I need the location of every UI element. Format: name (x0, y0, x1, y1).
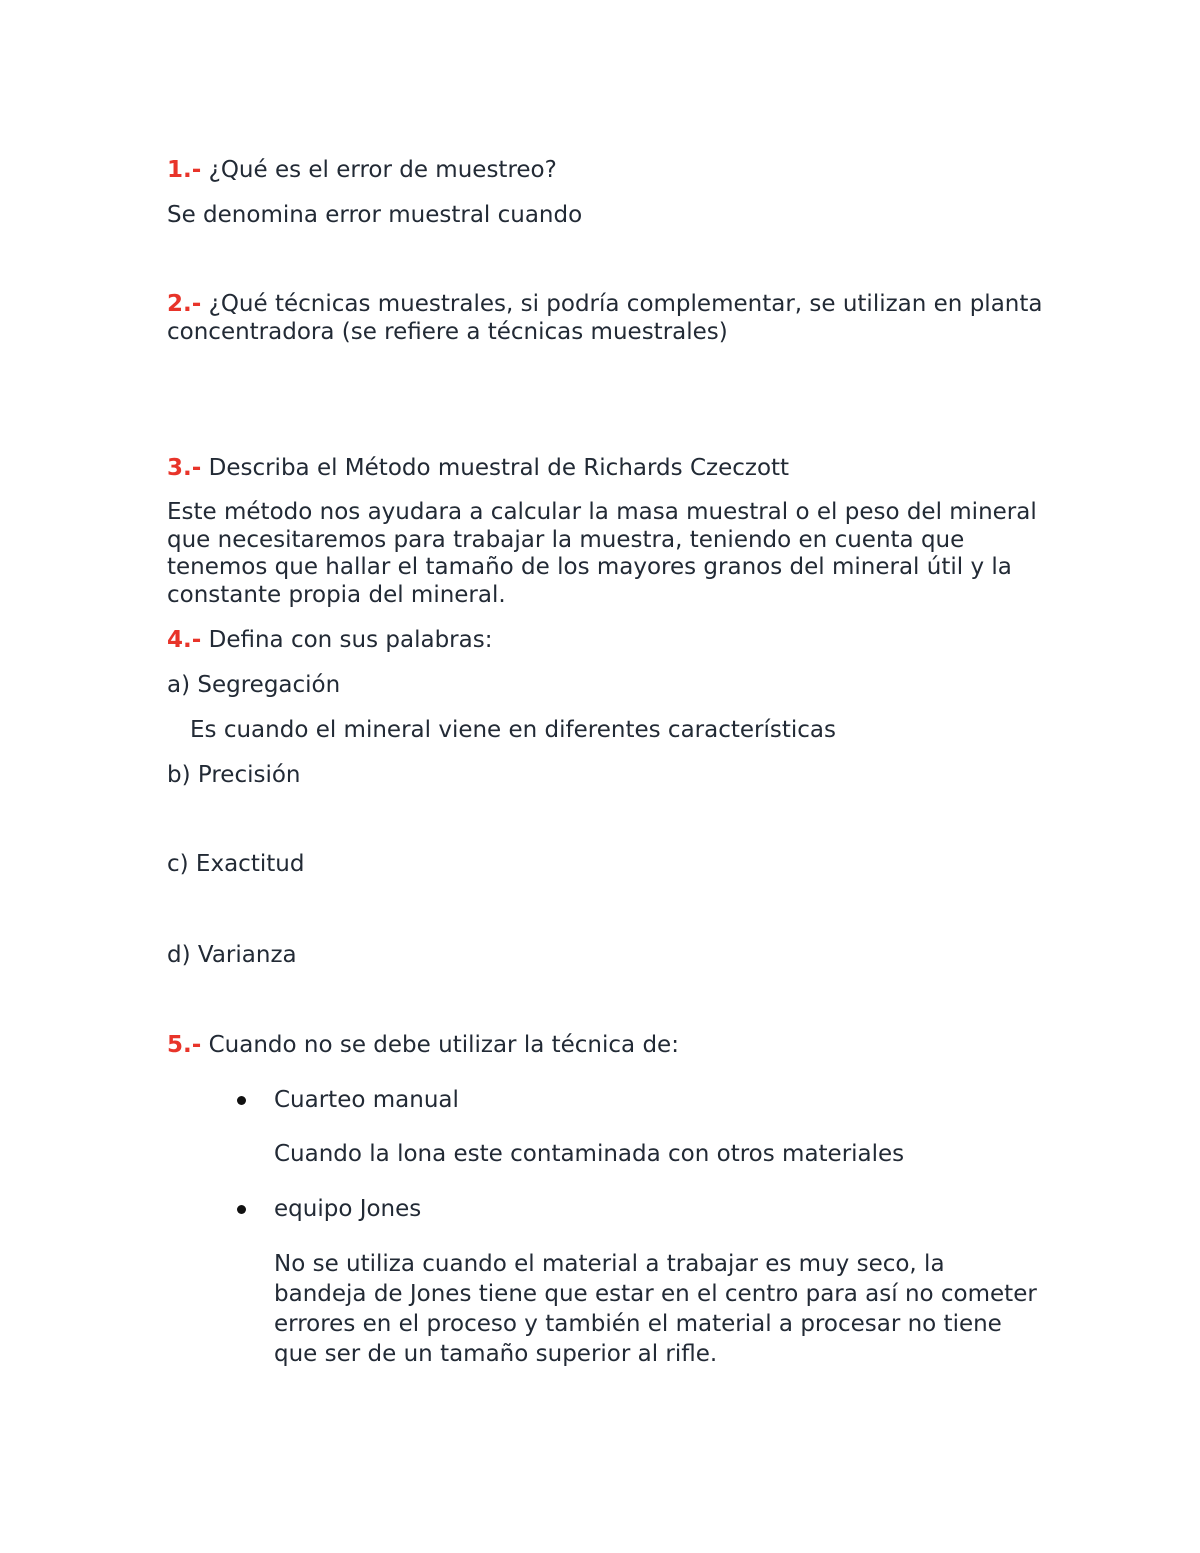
question-text: ¿Qué técnicas muestrales, si podría complementar, se utilizan en planta concentradora (se refiere a técnicas muestrales) (167, 291, 1043, 345)
item-a-answer: Es cuando el mineral viene en diferentes características (190, 717, 836, 743)
bullet-1-answer: Cuando la lona este contaminada con otros materiales (274, 1141, 905, 1167)
bullet-2-answer: No se utiliza cuando el material a trabajar es muy seco, la bandeja de Jones tiene que estar en el centro para así no cometer errores en el proceso y también el material a procesar no tiene que ser de un tamaño superior al rifle. (274, 1251, 1037, 1367)
answer-1: Se denomina error muestral cuando (167, 202, 583, 228)
item-d-label: d) Varianza (167, 942, 297, 968)
question-text: Cuando no se debe utilizar la técnica de: (208, 1032, 679, 1058)
question-text: ¿Qué es el error de muestreo? (208, 157, 557, 183)
question-5 (167, 1031, 679, 1059)
question-2 (167, 291, 1047, 346)
question-1 (167, 156, 557, 184)
question-text: Defina con sus palabras: (208, 627, 493, 653)
bullet-icon (237, 1096, 246, 1105)
bullet-1-label: Cuarteo manual (274, 1087, 459, 1113)
bullet-2-label: equipo Jones (274, 1196, 422, 1222)
item-b-label: b) Precisión (167, 762, 301, 788)
question-3 (167, 454, 789, 482)
question-4 (167, 626, 492, 654)
question-number: 5.- (167, 1032, 202, 1058)
question-number: 2.- (167, 291, 202, 317)
bullet-icon (237, 1205, 246, 1214)
item-a-label: a) Segregación (167, 672, 341, 698)
question-text: Describa el Método muestral de Richards Czeczott (208, 455, 790, 481)
answer-3: Este método nos ayudara a calcular la masa muestral o el peso del mineral que necesitaremos para trabajar la muestra, teniendo en cuenta que tenemos que hallar el tamaño de los mayores granos del mineral útil y la constante propia del mineral. (167, 499, 1037, 608)
question-number: 3.- (167, 455, 202, 481)
item-c-label: c) Exactitud (167, 851, 305, 877)
question-number: 4.- (167, 627, 202, 653)
question-number: 1.- (167, 157, 202, 183)
